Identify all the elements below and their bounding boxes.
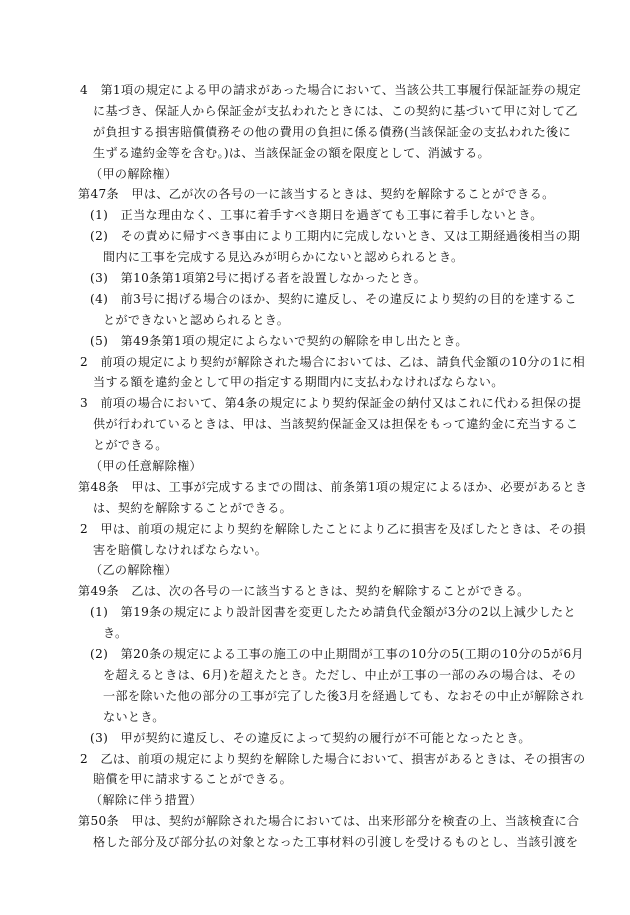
text-line: (2) その責めに帰すべき事由により工期内に完成しないとき、又は工期経過後相当の期 <box>90 229 581 244</box>
para-47-3 <box>0 393 630 456</box>
text-line: (2) 第20条の規定による工事の施工の中止期間が工事の10分の5(工期の10分の5が6月 <box>90 647 584 662</box>
item-47-4 <box>0 289 630 331</box>
article-50 <box>0 811 630 853</box>
para-46-4 <box>0 80 630 164</box>
text-line: 4 第1項の規定による甲の請求があった場合において、当該公共工事履行保証証券の規定 <box>80 83 582 97</box>
text-line: （甲の任意解除権） <box>90 459 202 474</box>
text-line: (1) 第19条の規定により設計図書を変更したため請負代金額が3分の2以上減少したと <box>90 605 576 620</box>
heading-47 <box>0 164 630 185</box>
article-48 <box>0 477 630 519</box>
text-line: （乙の解除権） <box>90 563 178 578</box>
heading-48 <box>0 456 630 477</box>
text-line: (3) 第10条第1項第2号に掲げる者を設置しなかったとき。 <box>90 271 427 286</box>
text-line: 3 前項の場合において、第4条の規定により契約保証金の納付又はこれに代わる担保の提 <box>80 396 582 411</box>
text-line: （解除に伴う措置） <box>90 793 202 808</box>
text-line: 格した部分及び部分払の対象となった工事材料の引渡しを受けるものとし、当該引渡を <box>93 835 579 850</box>
text-line: 第47条 甲は、乙が次の各号の一に該当するときは、契約を解除することができる。 <box>78 187 555 202</box>
text-line: を超えるときは、6月)を超えたとき。ただし、中止が工事の一部のみの場合は、その <box>103 667 577 682</box>
item-47-1 <box>0 205 630 226</box>
text-line: (5) 第49条第1項の規定によらないで契約の解除を申し出たとき。 <box>90 333 468 348</box>
text-line: ないとき。 <box>103 709 165 724</box>
item-47-3 <box>0 268 630 289</box>
text-line: に基づき、保証人から保証金が支払われたときには、この契約に基づいて甲に対して乙 <box>93 103 578 118</box>
article-47 <box>0 184 630 205</box>
document-body <box>0 80 630 853</box>
text-line: （甲の解除権） <box>90 166 178 181</box>
text-line: が負担する損害賠償債務その他の費用の負担に係る債務(当該保証金の支払われた後に <box>93 124 571 139</box>
text-line: 第48条 甲は、工事が完成するまでの間は、前条第1項の規定によるほか、必要があるとき <box>78 479 588 494</box>
text-line: 2 甲は、前項の規定により契約を解除したことにより乙に損害を及ぼしたときは、その損 <box>80 521 586 536</box>
item-49-1 <box>0 602 630 644</box>
text-line: とができる。 <box>93 438 168 453</box>
text-line: は、契約を解除することができる。 <box>93 500 293 515</box>
text-line: 2 乙は、前項の規定により契約を解除した場合において、損害があるときは、その損害の <box>80 751 586 766</box>
heading-49 <box>0 560 630 581</box>
text-line: (4) 前3号に掲げる場合のほか、契約に違反し、その違反により契約の目的を達するこ <box>90 291 577 306</box>
text-line: 害を賠償しなければならない。 <box>93 542 268 557</box>
text-line: 当する額を違約金として甲の指定する期間内に支払わなければならない。 <box>93 375 504 390</box>
item-49-2 <box>0 644 630 728</box>
text-line: 生ずる違約金等を含む。)は、当該保証金の額を限度として、消滅する。 <box>93 145 490 160</box>
text-line: 供が行われているときは、甲は、当該契約保証金又は担保をもって違約金に充当するこ <box>93 417 579 432</box>
text-line: (1) 正当な理由なく、工事に着手すべき期日を過ぎても工事に着手しないとき。 <box>90 208 543 223</box>
text-line: 第50条 甲は、契約が解除された場合においては、出来形部分を検査の上、当該検査に合 <box>78 814 580 829</box>
text-line: 間内に工事を完成する見込みが明らかにないと認められるとき。 <box>103 250 464 265</box>
item-49-3 <box>0 728 630 749</box>
item-47-5 <box>0 331 630 352</box>
text-line: 第49条 乙は、次の各号の一に該当するときは、契約を解除することができる。 <box>78 584 530 599</box>
text-line: (3) 甲が契約に違反し、その違反によって契約の履行が不可能となったとき。 <box>90 730 531 745</box>
para-48-2 <box>0 519 630 561</box>
text-line: 一部を除いた他の部分の工事が完了した後3月を経過しても、なおその中止が解除され <box>103 688 584 703</box>
text-line: とができないと認められるとき。 <box>103 312 290 327</box>
para-47-2 <box>0 352 630 394</box>
heading-50 <box>0 790 630 811</box>
text-line: 賠償を甲に請求することができる。 <box>93 772 293 787</box>
item-47-2 <box>0 226 630 268</box>
article-49 <box>0 581 630 602</box>
text-line: 2 前項の規定により契約が解除された場合においては、乙は、請負代金額の10分の1に相 <box>80 354 586 369</box>
para-49-2 <box>0 749 630 791</box>
text-line: き。 <box>103 626 128 641</box>
